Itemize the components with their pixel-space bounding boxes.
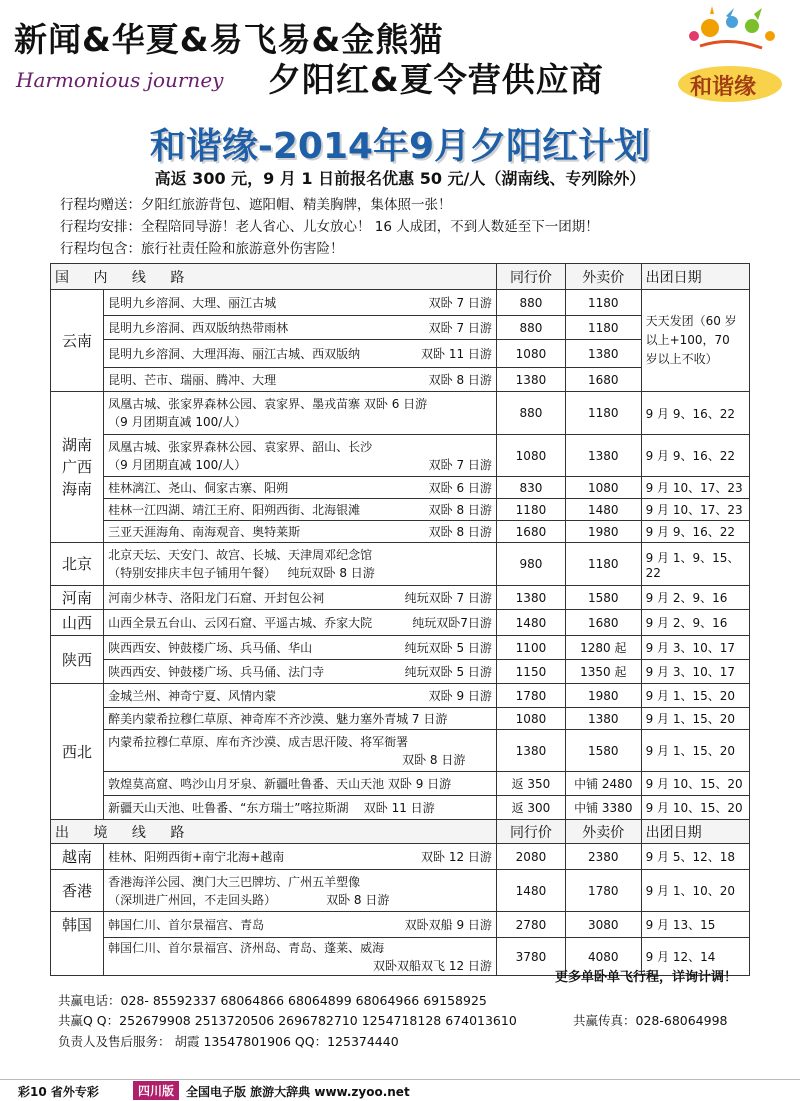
table-row (51, 610, 750, 636)
intro-line-gift: 行程均赠送：夕阳红旅游背包、遮阳帽、精美胸牌，集体照一张！ (60, 197, 452, 213)
route-name: 三亚天涯海角、南海观音、奥特莱斯 (108, 525, 301, 539)
departure-dates: 9 月 1、9、15、22 (641, 543, 749, 586)
route-note: （9 月团期直减 100/人） (108, 415, 247, 429)
region-yunnan: 云南 (51, 290, 104, 392)
yunnan-departure-dates: 天天发团（60 岁以上+100，70 岁以上不收） (641, 290, 749, 392)
sale-price: 1980 (565, 684, 641, 708)
overseas-header-route: 出 境 线 路 (51, 820, 497, 844)
departure-dates: 9 月 12、14 (641, 938, 749, 976)
peer-price: 1150 (496, 660, 565, 684)
route-name: 桂林、阳朔西街+南宁北海+越南 (108, 850, 285, 864)
sale-price: 1380 (565, 708, 641, 730)
table-row (51, 844, 750, 870)
logo-text: 和谐缘 (690, 74, 757, 100)
table-row (51, 499, 750, 521)
route-type: 双卧双船双飞 12 日游 (373, 958, 492, 973)
route-type: 纯玩双卧 5 日游 (404, 641, 492, 655)
route-type: 双卧双船 9 日游 (404, 918, 492, 932)
route-name: 昆明、芒市、瑞丽、腾冲、大理 (108, 373, 277, 387)
route-note: （特别安排庆丰包子铺用午餐） (108, 566, 277, 580)
departure-dates: 9 月 3、10、17 (641, 660, 749, 684)
sale-price: 1080 (565, 477, 641, 499)
route-type: 双卧 11 日游 (363, 801, 435, 815)
route-name: 桂林一江四湖、靖江王府、阳朔西街、北海银滩 (108, 503, 361, 517)
departure-dates: 9 月 1、15、20 (641, 730, 749, 772)
route-type: 双卧 7 日游 (428, 457, 492, 472)
intro-line-arrangement: 行程均安排：全程陪同导游！老人省心、儿女放心！ 16 人成团，不到人数延至下一团期！ (60, 219, 599, 235)
route-name: 桂林漓江、尧山、侗家古寨、阳朔 (108, 481, 289, 495)
route-name: 陕西西安、钟鼓楼广场、兵马俑、华山 (108, 641, 313, 655)
slogan: Harmonious journey (16, 68, 224, 92)
route-type: 双卧 9 日游 (428, 689, 492, 703)
peer-price: 1480 (496, 610, 565, 636)
route-note: （深圳进广州回，不走回头路） (108, 892, 277, 907)
route-type: 纯玩双卧7日游 (412, 616, 492, 630)
table-row (51, 636, 750, 660)
sale-price: 1180 (565, 290, 641, 316)
departure-dates: 9 月 10、15、20 (641, 772, 749, 796)
departure-dates: 9 月 10、17、23 (641, 477, 749, 499)
region-korea: 韩国 (51, 912, 104, 976)
route-name: 内蒙希拉穆仁草原、库布齐沙漠、成吉思汗陵、将军衙署 (108, 734, 409, 749)
peer-price: 1380 (496, 368, 565, 392)
route-name: 凤凰古城、张家界森林公园、袁家界、韶山、长沙 (108, 439, 373, 454)
footer-site: 全国电子版 旅游大辞典 www.zyoo.net (186, 1085, 410, 1099)
route-name: 陕西西安、钟鼓楼广场、兵马俑、法门寺 (108, 665, 325, 679)
sale-price: 1380 (565, 340, 641, 368)
route-name: 韩国仁川、首尔景福宫、青岛 (108, 918, 265, 932)
peer-price: 3780 (496, 938, 565, 976)
table-row (51, 290, 750, 316)
footer-page-label: 彩10 省外专彩 (18, 1085, 99, 1099)
route-note: （9 月团期直减 100/人） (108, 457, 247, 472)
peer-price: 1380 (496, 586, 565, 610)
route-type: 双卧 6 日游 (428, 481, 492, 495)
route-type: 双卧 8 日游 (326, 892, 390, 907)
table-row (51, 870, 750, 912)
contact-phone: 共赢电话：028- 85592337 68064866 68064899 68064966 69158925 (58, 993, 487, 1008)
overseas-header-sale: 外卖价 (565, 820, 641, 844)
page-title: 和谐缘-2014年9月夕阳红计划 (149, 126, 651, 167)
sale-price: 3080 (565, 912, 641, 938)
sale-price: 1480 (565, 499, 641, 521)
region-xibei: 西北 (51, 684, 104, 820)
overseas-header-price: 同行价 (496, 820, 565, 844)
table-row (51, 912, 750, 938)
peer-price: 2080 (496, 844, 565, 870)
sale-price: 1180 (565, 543, 641, 586)
departure-dates: 9 月 1、15、20 (641, 708, 749, 730)
route-name: 北京天坛、天安门、故宫、长城、天津周邓纪念馆 (108, 548, 373, 562)
sale-price: 1680 (565, 368, 641, 392)
sale-price: 1580 (565, 586, 641, 610)
table-row (51, 477, 750, 499)
domestic-header-route: 国 内 线 路 (51, 264, 497, 290)
route-name: 山西全景五台山、云冈石窟、平遥古城、乔家大院 (108, 616, 373, 630)
peer-price: 880 (496, 290, 565, 316)
route-type: 双卧 8 日游 (428, 373, 492, 387)
route-table (50, 263, 750, 976)
departure-dates: 9 月 5、12、18 (641, 844, 749, 870)
departure-dates: 9 月 10、15、20 (641, 796, 749, 820)
table-row (51, 684, 750, 708)
table-row (51, 708, 750, 730)
peer-price: 返 350 (496, 772, 565, 796)
route-name: 敦煌莫高窟、鸣沙山月牙泉、新疆吐鲁番、天山天池 双卧 9 日游 (108, 777, 452, 791)
table-row (51, 392, 750, 435)
route-type: 双卧 8 日游 (428, 503, 492, 517)
sale-price: 1680 (565, 610, 641, 636)
sale-price: 1350 起 (565, 660, 641, 684)
sale-price: 中铺 2480 (565, 772, 641, 796)
table-row (51, 660, 750, 684)
domestic-header-price: 同行价 (496, 264, 565, 290)
peer-price: 880 (496, 392, 565, 435)
peer-price: 880 (496, 316, 565, 340)
region-beijing: 北京 (51, 543, 104, 586)
peer-price: 1680 (496, 521, 565, 543)
peer-price: 830 (496, 477, 565, 499)
sale-price: 2380 (565, 844, 641, 870)
overseas-header-row (51, 820, 750, 844)
route-type: 纯玩双卧 8 日游 (287, 566, 375, 580)
sale-price: 1380 (565, 435, 641, 477)
route-name: 昆明九乡溶洞、大理洱海、丽江古城、西双版纳 (108, 347, 361, 361)
peer-price: 1380 (496, 730, 565, 772)
departure-dates: 9 月 3、10、17 (641, 636, 749, 660)
contact-qq: 共赢Q Q：252679908 2513720506 2696782710 1254718128 674013610 (58, 1013, 517, 1028)
route-type: 双卧 8 日游 (428, 525, 492, 539)
route-name: 金城兰州、神奇宁夏、风情内蒙 (108, 689, 277, 703)
header-line2: 夕阳红&夏令营供应商 (268, 60, 604, 99)
sale-price: 1780 (565, 870, 641, 912)
peer-price: 1180 (496, 499, 565, 521)
route-name: 新疆天山天池、吐鲁番、“东方瑞士”喀拉斯湖 (108, 801, 349, 815)
region-hongkong: 香港 (51, 870, 104, 912)
route-type: 纯玩双卧 5 日游 (404, 665, 492, 679)
sale-price: 1180 (565, 316, 641, 340)
peer-price: 1780 (496, 684, 565, 708)
table-row (51, 730, 750, 772)
intro-line-insurance: 行程均包含：旅行社责任险和旅游意外伤害险！ (60, 241, 344, 257)
sale-price: 1180 (565, 392, 641, 435)
table-row (51, 586, 750, 610)
route-name: 河南少林寺、洛阳龙门石窟、开封包公祠 (108, 591, 325, 605)
sale-price: 中铺 3380 (565, 796, 641, 820)
sale-price: 4080 (565, 938, 641, 976)
route-type: 双卧 12 日游 (421, 850, 492, 864)
peer-price: 1080 (496, 435, 565, 477)
sale-price: 1280 起 (565, 636, 641, 660)
sale-price: 1580 (565, 730, 641, 772)
table-row (51, 521, 750, 543)
domestic-header-dates: 出团日期 (641, 264, 749, 290)
departure-dates: 9 月 2、9、16 (641, 586, 749, 610)
route-name: 昆明九乡溶洞、大理、丽江古城 (108, 296, 277, 310)
peer-price: 1080 (496, 708, 565, 730)
route-type: 双卧 7 日游 (428, 296, 492, 310)
table-row (51, 772, 750, 796)
departure-dates: 9 月 1、15、20 (641, 684, 749, 708)
sun-rays-icon (689, 6, 775, 48)
contact-person: 负责人及售后服务： 胡霞 13547801906 QQ：125374440 (58, 1034, 399, 1049)
peer-price: 2780 (496, 912, 565, 938)
departure-dates: 9 月 9、16、22 (641, 435, 749, 477)
region-shanxi: 山西 (51, 610, 104, 636)
departure-dates: 9 月 1、10、20 (641, 870, 749, 912)
route-type: 双卧 11 日游 (421, 347, 492, 361)
table-row (51, 435, 750, 477)
more-routes-note: 更多单卧单飞行程，详询计调！ (555, 970, 738, 985)
page-subtitle: 高返 300 元，9 月 1 日前报名优惠 50 元/人（湖南线、专列除外） (154, 169, 646, 188)
route-type: 双卧 7 日游 (428, 321, 492, 335)
route-type: 双卧 8 日游 (402, 752, 466, 767)
route-name: 醉美内蒙希拉穆仁草原、神奇库不齐沙漠、魅力塞外青城 7 日游 (108, 712, 448, 726)
peer-price: 980 (496, 543, 565, 586)
peer-price: 返 300 (496, 796, 565, 820)
peer-price: 1080 (496, 340, 565, 368)
departure-dates: 9 月 13、15 (641, 912, 749, 938)
route-name: 香港海洋公园、澳门大三巴牌坊、广州五羊塑像 (108, 874, 361, 889)
table-row (51, 543, 750, 586)
peer-price: 1480 (496, 870, 565, 912)
region-henan: 河南 (51, 586, 104, 610)
route-name: 昆明九乡溶洞、西双版纳热带雨林 (108, 321, 289, 335)
sale-price: 1980 (565, 521, 641, 543)
route-name: 韩国仁川、首尔景福宫、济州岛、青岛、蓬莱、威海 (108, 940, 385, 955)
route-type: 纯玩双卧 7 日游 (404, 591, 492, 605)
departure-dates: 9 月 9、16、22 (641, 521, 749, 543)
domestic-header-row (51, 264, 750, 290)
route-name: 凤凰古城、张家界森林公园、袁家界、墨戎苗寨 双卧 6 日游 (108, 397, 428, 411)
departure-dates: 9 月 9、16、22 (641, 392, 749, 435)
domestic-header-sale: 外卖价 (565, 264, 641, 290)
header-line1: 新闻&华夏&易飞易&金熊猫 (14, 20, 444, 59)
footer-edition-badge: 四川版 (133, 1081, 179, 1100)
table-row (51, 796, 750, 820)
region-shaanxi: 陕西 (51, 636, 104, 684)
region-yuenan: 越南 (51, 844, 104, 870)
peer-price: 1100 (496, 636, 565, 660)
departure-dates: 9 月 2、9、16 (641, 610, 749, 636)
departure-dates: 9 月 10、17、23 (641, 499, 749, 521)
contact-fax: 共赢传真：028-68064998 (573, 1013, 728, 1028)
region-hunan-guangxi-hainan: 湖南 广西 海南 (51, 392, 104, 543)
overseas-header-dates: 出团日期 (641, 820, 749, 844)
